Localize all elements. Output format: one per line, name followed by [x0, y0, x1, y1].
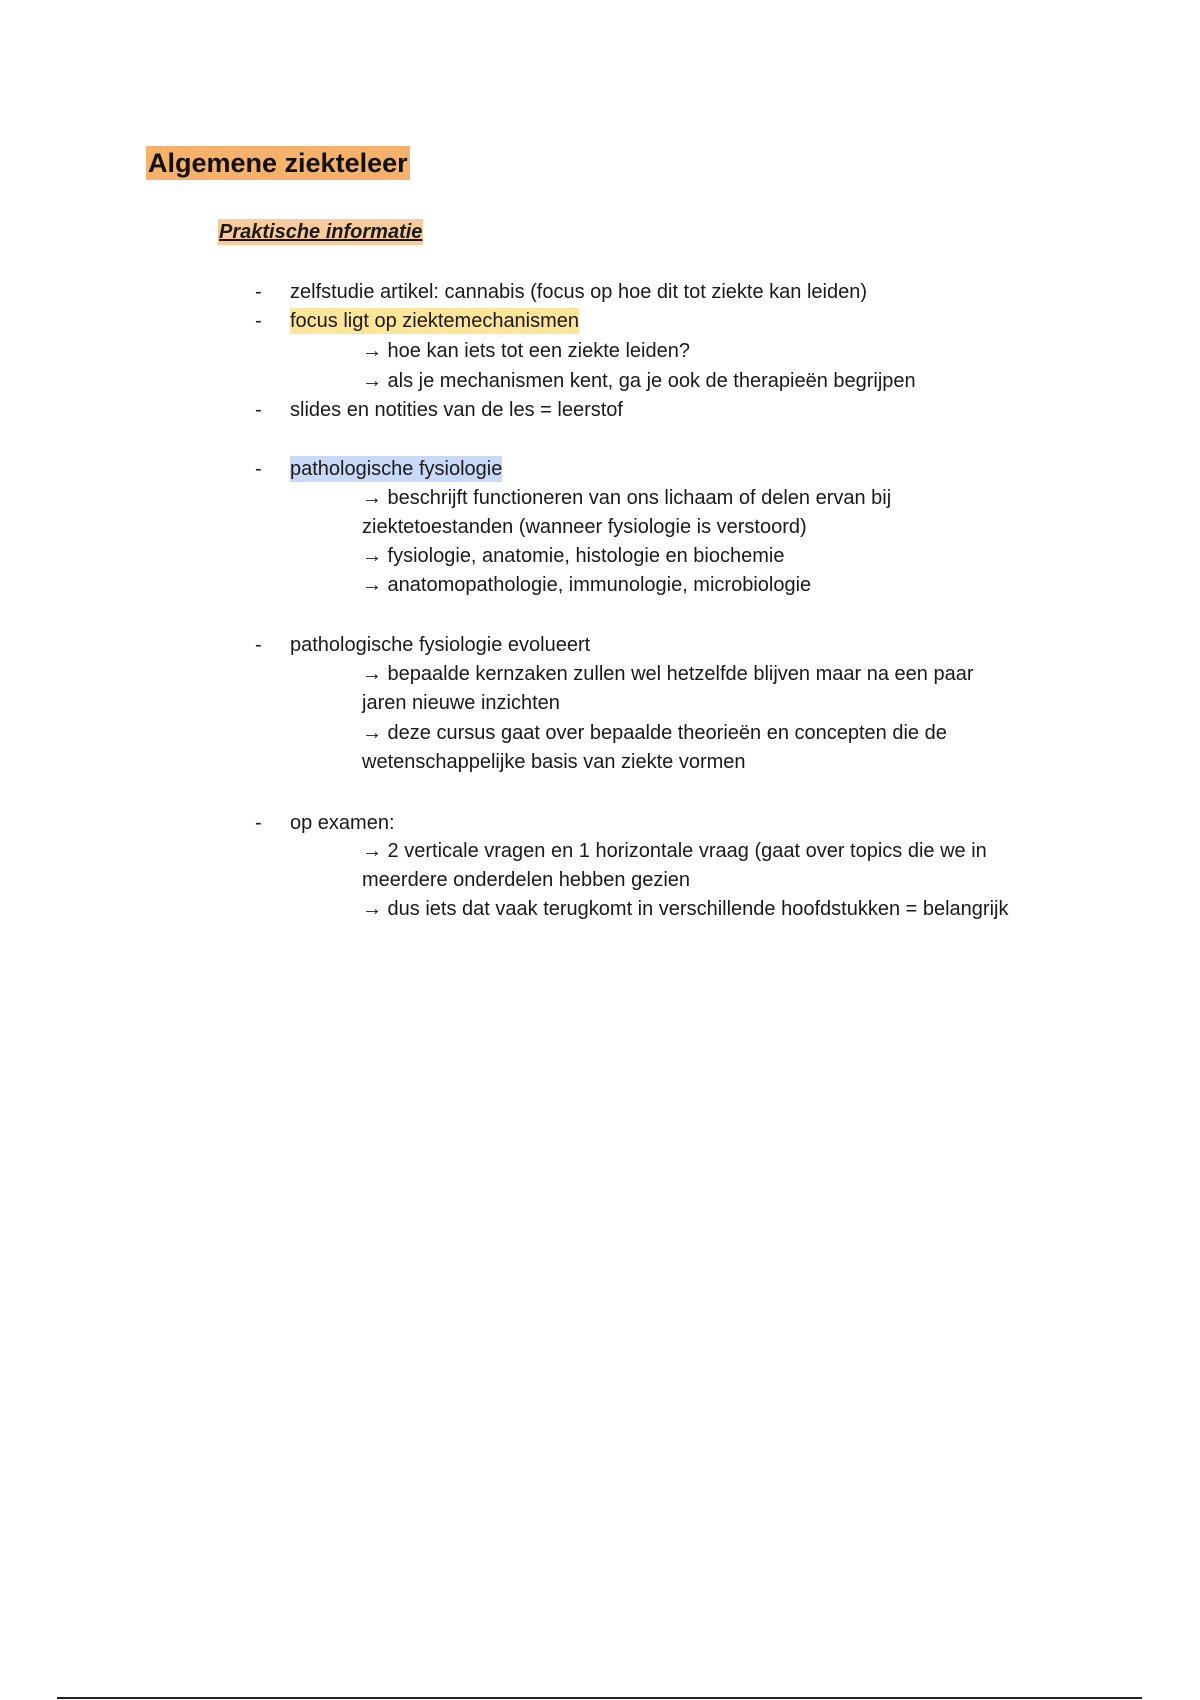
sub-item: → anatomopathologie, immunologie, microbiologie [362, 574, 812, 596]
bullet-marker: - [255, 399, 262, 421]
sub-item: → beschrijft functioneren van ons lichaam of delen ervan bij [362, 487, 892, 509]
footer-divider [57, 1697, 1142, 1699]
sub-item: meerdere onderdelen hebben gezien [362, 869, 691, 891]
sub-item: → 2 verticale vragen en 1 horizontale vraag (gaat over topics die we in [362, 840, 987, 862]
sub-item: → dus iets dat vaak terugkomt in verschillende hoofdstukken = belangrijk [362, 898, 1009, 920]
list-item: slides en notities van de les = leerstof [290, 399, 623, 421]
bullet-marker: - [255, 634, 262, 656]
list-item: zelfstudie artikel: cannabis (focus op hoe dit tot ziekte kan leiden) [290, 281, 867, 303]
sub-item: jaren nieuwe inzichten [362, 692, 560, 714]
sub-item: → bepaalde kernzaken zullen wel hetzelfde blijven maar na een paar [362, 663, 974, 685]
bullet-marker: - [255, 281, 262, 303]
sub-item: → als je mechanismen kent, ga je ook de therapieën begrijpen [362, 370, 916, 392]
bullet-marker: - [255, 458, 262, 480]
sub-item: → fysiologie, anatomie, histologie en biochemie [362, 545, 785, 567]
sub-item: → deze cursus gaat over bepaalde theorieën en concepten die de [362, 722, 947, 744]
section-heading: Praktische informatie [219, 221, 423, 243]
list-item: op examen: [290, 812, 395, 834]
list-item: pathologische fysiologie evolueert [290, 634, 591, 656]
page-title: Algemene ziekteleer [148, 148, 408, 178]
sub-item: → hoe kan iets tot een ziekte leiden? [362, 340, 690, 362]
sub-item: ziektetoestanden (wanneer fysiologie is verstoord) [362, 516, 807, 538]
sub-item: wetenschappelijke basis van ziekte vormen [362, 751, 746, 773]
list-item-highlighted: pathologische fysiologie [290, 458, 503, 480]
list-item-highlighted: focus ligt op ziektemechanismen [290, 310, 580, 332]
bullet-marker: - [255, 310, 262, 332]
bullet-marker: - [255, 812, 262, 834]
